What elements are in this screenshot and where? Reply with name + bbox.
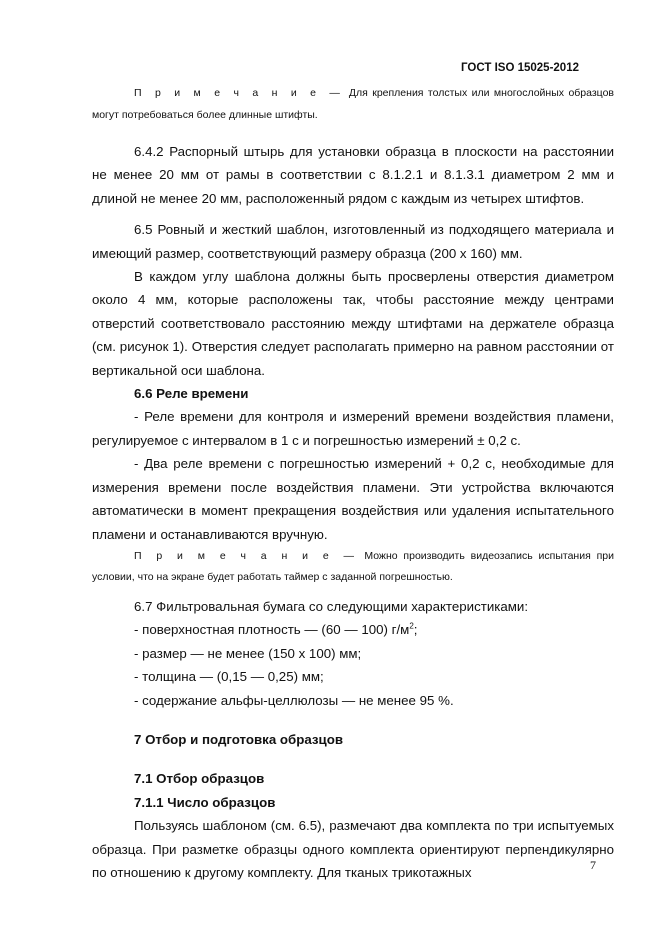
paragraph-relay-2: - Два реле времени с погрешностью измерений + 0,2 с, необходимые для измерения времени после воздействия пламени. Эти устройства включаются автоматически в момент прекращения воздействия или удаления испытательного пламени и останавливаются вручную. (92, 456, 614, 542)
paragraph-7-1-1: Пользуясь шаблоном (см. 6.5), размечают два комплекта по три испытуемых образца. При разметке образцы одного комплекта ориентируют перпендикулярно по отношению к другому комплекту. Для тканых трикотажных (92, 818, 614, 880)
superscript: 2 (409, 621, 414, 631)
heading-6-6: 6.6 Реле времени (134, 386, 249, 402)
clause-6-7: 6.7 Фильтровальная бумага со следующими характеристиками: (134, 598, 529, 614)
list-item-density-end: ; (413, 622, 418, 638)
list-item-alpha: - содержание альфы-целлюлозы — не менее 95 %. (134, 692, 454, 708)
heading-7-1-1: 7.1.1 Число образцов (134, 794, 276, 810)
page-number: 7 (590, 858, 596, 872)
heading-7: 7 Отбор и подготовка образцов (134, 731, 344, 747)
paragraph-relay-1: - Реле времени для контроля и измерений времени воздействия пламени, регулируемое с интервалом в 1 с и погрешностью измерений ± 0,2 с. (92, 409, 614, 448)
note-fastening (92, 83, 614, 126)
paragraph-template-holes: В каждом углу шаблона должны быть просверлены отверстия диаметром около 4 мм, которые расположены так, чтобы расстояние между центрами отверстий соответствовало расстоянию между штифтами на держателе образца (см. рисунок 1). Отверстия следует располагать примерно на равном расстоянии от вертикальной оси шаблона. (92, 269, 614, 378)
list-item-density (92, 618, 614, 641)
note-label: П р и м е ч а н и е — (134, 87, 345, 99)
heading-7-1: 7.1 Отбор образцов (134, 771, 265, 787)
page-content (92, 83, 614, 884)
clause-6-5: 6.5 Ровный и жесткий шаблон, изготовленный из подходящего материала и имеющий размер, соответствующий размеру образца (200 х 160) мм. (92, 222, 614, 261)
clause-6-4-2: 6.4.2 Распорный штырь для установки образца в плоскости на расстоянии не менее 20 мм от рамы в соответствии с 8.1.2.1 и 8.1.3.1 диаметром 2 мм и длиной не менее 20 мм, расположенный рядом с каждым из четырех штифтов. (92, 144, 614, 206)
note-text: Можно производить видеозапись испытания при условии, что на экране будет работать таймер с заданной погрешностью. (92, 549, 614, 584)
list-item-size: - размер — не менее (150 х 100) мм; (134, 645, 362, 661)
list-item-density-text: - поверхностная плотность — (60 — 100) г/м (134, 622, 410, 638)
note-text: Для крепления толстых или многослойных образцов могут потребоваться более длинные штифты. (92, 87, 614, 121)
note-label: П р и м е ч а н и е — (134, 549, 359, 562)
document-header-code: ГОСТ ISO 15025-2012 (461, 62, 579, 74)
list-item-thickness: - толщина — (0,15 — 0,25) мм; (134, 669, 324, 685)
note-video (92, 546, 614, 589)
